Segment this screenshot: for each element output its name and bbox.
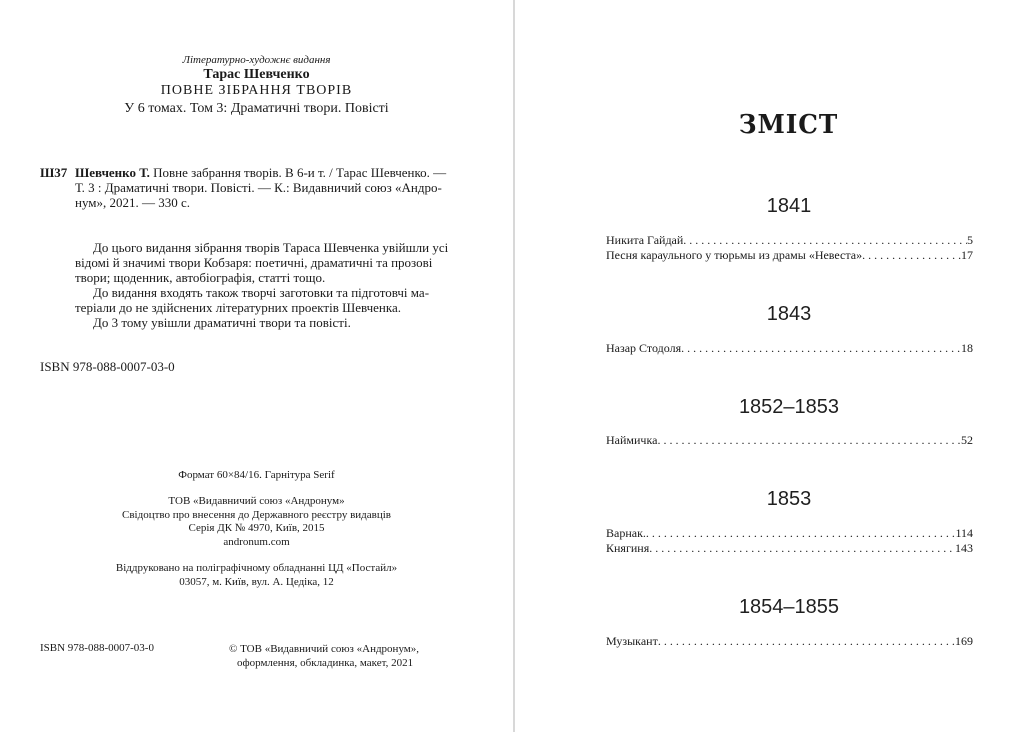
bibliographic-record — [40, 165, 460, 210]
toc-entry[interactable] — [606, 433, 973, 448]
toc-year-heading: 1841 — [766, 195, 812, 217]
publisher-site: andronum.com — [223, 535, 290, 548]
toc-entry-title: Музыкант — [606, 634, 658, 648]
toc-leader-dots — [683, 233, 967, 248]
toc-entry[interactable] — [606, 526, 973, 541]
toc-year-heading: 1853 — [766, 488, 812, 510]
toc-year-heading: 1854–1855 — [738, 596, 840, 618]
edition-type: Літературно-художнє видання — [182, 54, 331, 66]
toc-entry[interactable] — [606, 541, 973, 556]
annotation-line: відомі й значимі твори Кобзаря: поетичні, драматичні та прозові — [75, 255, 433, 270]
biblio-line-1: Повне забрання творів. В 6-и т. / Тарас Шевченко. — — [149, 165, 447, 180]
annotation-line: теріали до не здійснених літературних проектів Шевченка. — [75, 300, 402, 315]
toc-year-heading: 1843 — [766, 303, 812, 325]
toc-entry[interactable] — [606, 634, 973, 649]
copyright-line: оформлення, обкладинка, макет, 2021 — [237, 657, 414, 669]
book-title: ПОВНЕ ЗІБРАННЯ ТВОРІВ — [160, 83, 353, 98]
toc-entry[interactable] — [606, 341, 973, 356]
toc-entry-page: 143 — [955, 541, 973, 555]
toc-entry-page: 169 — [955, 634, 973, 648]
printer-info — [0, 562, 513, 589]
author-name: Тарас Шевченко — [203, 67, 310, 82]
toc-leader-dots — [657, 433, 961, 448]
annotation-line: До 3 тому увішли драматичні твори та повісті. — [93, 315, 351, 330]
biblio-line-3: нум», 2021. — 330 с. — [75, 195, 191, 210]
printer-line: 03057, м. Київ, вул. А. Цедіка, 12 — [179, 575, 334, 588]
toc-entry-title: Княгиня — [606, 541, 650, 555]
biblio-author: Шевченко Т. — [75, 165, 150, 180]
publisher-info — [0, 495, 513, 549]
publisher-line: ТОВ «Видавничий союз «Андронум» — [168, 495, 345, 507]
toc-entry-page: 52 — [961, 433, 973, 447]
toc-entry-page: 5 — [967, 233, 973, 247]
printer-line: Віддруковано на поліграфічному обладнанні ЦД «Постайл» — [115, 562, 398, 574]
toc-leader-dots — [681, 341, 961, 356]
copyright-line: © ТОВ «Видавничий союз «Андронум», — [229, 643, 420, 655]
toc-entry-page: 114 — [955, 526, 973, 540]
library-code: Ш37 — [40, 165, 68, 180]
annotation-line: До видання входять також творчі заготовки та підготовчі ма- — [93, 285, 430, 300]
toc-entry-page: 17 — [961, 248, 973, 262]
toc-entry-title: Песня караульного у тюрьмы из драмы «Невеста» — [606, 248, 863, 262]
volume-line: У 6 томах. Том 3: Драматичні твори. Повісті — [124, 101, 389, 116]
toc-leader-dots — [862, 248, 961, 263]
isbn-bottom: ISBN 978-088-0007-03-0 — [40, 642, 154, 654]
format-info: Формат 60×84/16. Гарнітура Serif — [178, 469, 335, 481]
imprint-page — [0, 0, 513, 732]
toc-entry[interactable] — [606, 233, 973, 248]
toc-year-heading: 1852–1853 — [738, 396, 840, 418]
toc-leader-dots — [649, 541, 955, 556]
toc-entry-title: Назар Стодоля — [606, 341, 682, 355]
contents-title: ЗМІСТ — [738, 110, 839, 140]
toc-entry-page: 18 — [961, 341, 973, 355]
toc-leader-dots — [646, 526, 956, 541]
copyright — [229, 642, 419, 670]
toc-entry-title: Никита Гайдай — [606, 233, 684, 247]
biblio-text — [75, 165, 460, 210]
toc-leader-dots — [658, 634, 955, 649]
biblio-line-2: Т. 3 : Драматичні твори. Повісті. — К.: Видавничий союз «Андро- — [75, 180, 442, 195]
isbn: ISBN 978-088-0007-03-0 — [40, 359, 175, 374]
contents-page — [515, 0, 1029, 732]
toc-entry-title: Наймичка — [606, 433, 658, 447]
publisher-line: Свідоцтво про внесення до Державного реєстру видавців — [122, 508, 391, 521]
annotation-line: До цього видання зібрання творів Тараса Шевченка увійшли усі — [93, 240, 449, 255]
publisher-line: Серія ДК № 4970, Київ, 2015 — [188, 522, 325, 534]
annotation — [75, 240, 460, 330]
annotation-line: твори; щоденник, автобіографія, статті тощо. — [75, 270, 326, 285]
toc-entry-title: Варнак. — [606, 526, 646, 540]
toc-entry[interactable] — [606, 248, 973, 263]
